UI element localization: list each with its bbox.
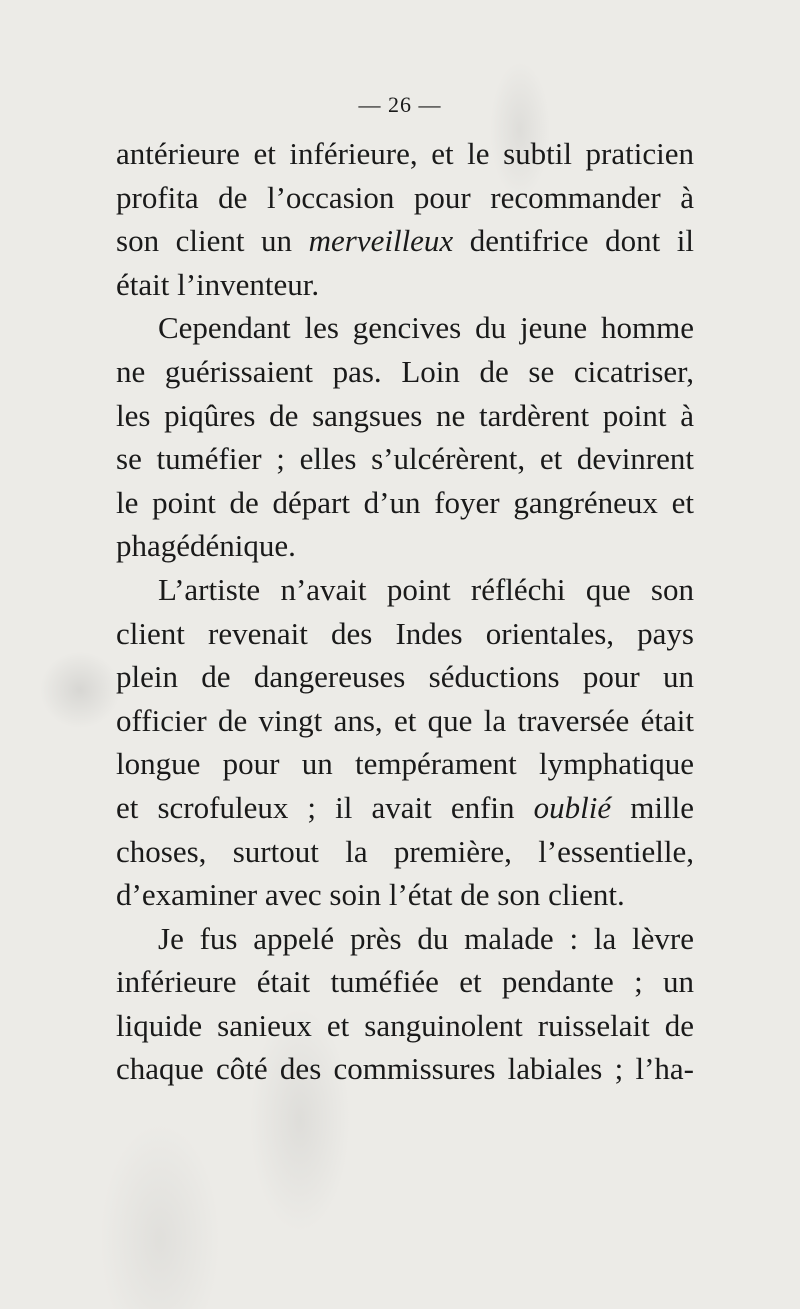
text-line: le point de départ d’un foyer gangréneux et (116, 484, 694, 520)
paragraph (116, 568, 694, 917)
text-line: chaque côté des commissures labiales ; l’ha- (116, 1051, 694, 1087)
text-line: client revenait des Indes orientales, pays (116, 615, 694, 651)
text-line: ne guérissaient pas. Loin de se cicatriser, (116, 353, 694, 389)
text-line: plein de dangereuses séductions pour un (116, 659, 694, 695)
text-line: se tuméfier ; elles s’ulcérèrent, et devinrent (116, 441, 694, 477)
paragraph (116, 306, 694, 568)
text-segment: dentifrice dont il (453, 223, 694, 259)
text-line: phagédénique. (116, 528, 296, 564)
text-line: Je fus appelé près du malade : la lèvre (158, 920, 694, 956)
body-text (116, 132, 694, 1091)
text-line (116, 219, 694, 263)
text-line: officier de vingt ans, et que la traversée était (116, 702, 694, 738)
text-line: choses, surtout la première, l’essentielle, (116, 833, 694, 869)
text-line: profita de l’occasion pour recommander à (116, 179, 694, 215)
text-segment: et scrofuleux ; il avait enfin (116, 789, 534, 825)
text-line (116, 786, 694, 830)
text-segment: son client un (116, 223, 309, 259)
text-segment: mille (611, 789, 694, 825)
italic-word: merveilleux (308, 223, 454, 259)
italic-word: oublié (533, 789, 612, 825)
text-line: était l’inventeur. (116, 266, 320, 302)
text-line: les piqûres de sangsues ne tardèrent point à (116, 397, 694, 433)
text-line: antérieure et inférieure, et le subtil praticien (116, 136, 694, 171)
text-line: d’examiner avec soin l’état de son client. (116, 877, 625, 913)
paragraph (116, 132, 694, 306)
text-line: longue pour un tempérament lymphatique (116, 746, 694, 782)
paragraph (116, 917, 694, 1091)
page-number: — 26 — (358, 92, 442, 117)
text-line: L’artiste n’avait point réfléchi que son (158, 571, 694, 607)
text-line: liquide sanieux et sanguinolent ruisselait de (116, 1007, 694, 1043)
text-line: Cependant les gencives du jeune homme (158, 310, 694, 346)
text-line: inférieure était tuméfiée et pendante ; un (116, 964, 694, 1000)
